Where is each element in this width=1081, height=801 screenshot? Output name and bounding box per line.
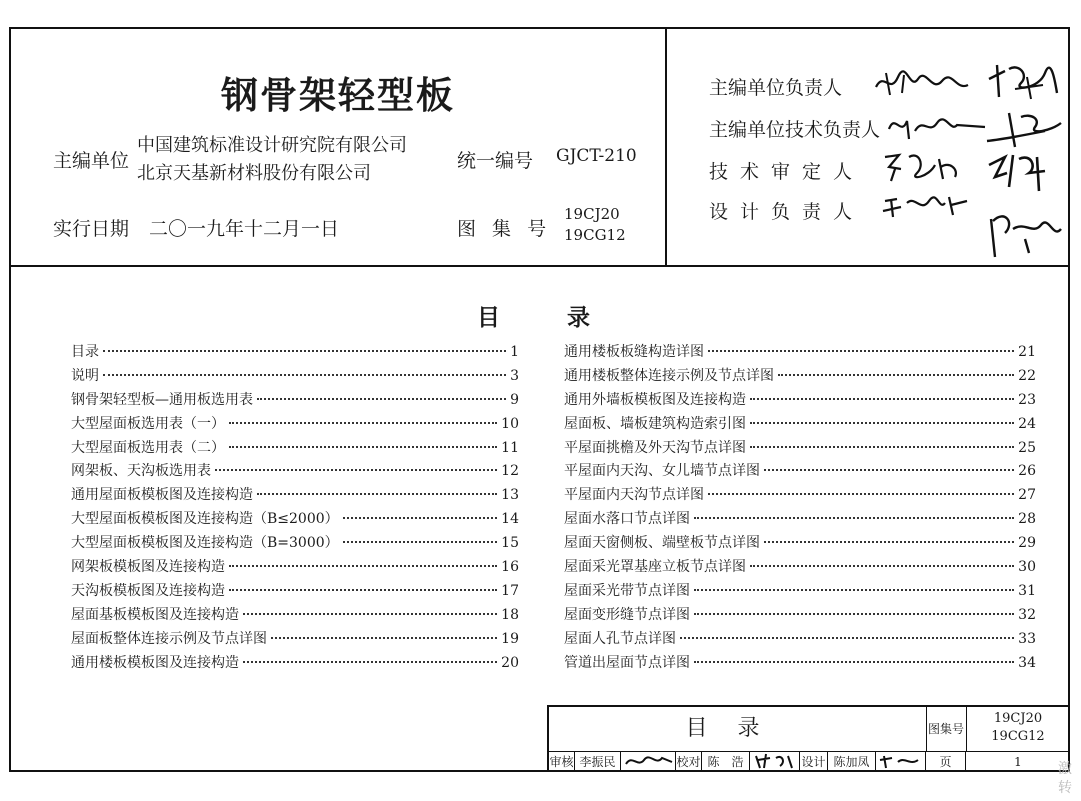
toc-item-page: 21: [1018, 344, 1036, 360]
signature: [752, 752, 798, 770]
toc-leader-dots: [764, 541, 1014, 543]
toc-leader-dots: [694, 517, 1014, 519]
toc-item: [564, 437, 1036, 461]
title-block: [547, 705, 1070, 772]
watermark-char: 转: [1058, 780, 1072, 796]
toc-item: [564, 484, 1036, 508]
toc-leader-dots: [750, 422, 1014, 424]
toc-leader-dots: [750, 565, 1014, 567]
toc-item: [564, 460, 1036, 484]
toc-item: [564, 508, 1036, 532]
signature: [885, 109, 995, 143]
toc-item-page: 30: [1018, 559, 1036, 576]
toc-item-title: 屋面采光罩基座立板节点详图: [564, 559, 746, 576]
check-name: 陈 浩: [702, 752, 750, 772]
toc-title: 目: [477, 305, 500, 331]
toc-item: [71, 389, 519, 413]
toc-leader-dots: [680, 637, 1014, 639]
toc-item-title: 通用楼板板缝构造详图: [564, 344, 704, 360]
toc-item: [564, 341, 1036, 365]
toc-leader-dots: [764, 469, 1014, 471]
editor-unit-line: 北京天基新材料股份有限公司: [137, 163, 371, 184]
toc-item: [71, 460, 519, 484]
toc-leader-dots: [215, 469, 497, 471]
toc-item-page: 32: [1018, 606, 1036, 623]
editor-unit-label: 主编单位: [53, 150, 130, 172]
toc-item-page: 18: [501, 606, 519, 623]
toc-item-title: 通用楼板整体连接示例及节点详图: [564, 367, 774, 384]
toc-item: [564, 413, 1036, 437]
toc-leader-dots: [778, 374, 1014, 376]
toc-item-title: 大型屋面板选用表（二）: [71, 439, 225, 456]
toc-item-title: 目录: [71, 344, 99, 360]
title-block-signoff-row: [549, 752, 1070, 772]
header-info: [11, 29, 667, 265]
toc-leader-dots: [694, 661, 1014, 663]
toc-leader-dots: [229, 565, 497, 567]
toc-item-title: 屋面板整体连接示例及节点详图: [71, 630, 267, 647]
toc-item: [564, 365, 1036, 389]
toc-item-page: 24: [1018, 415, 1036, 432]
effective-date: 二〇一九年十二月一日: [149, 218, 340, 240]
toc-item-title: 大型屋面板模板图及连接构造（B=3000）: [71, 535, 339, 552]
toc-item-title: 平屋面挑檐及外天沟节点详图: [564, 439, 746, 456]
toc-item-title: 天沟板模板图及连接构造: [71, 582, 225, 599]
toc-item: [564, 604, 1036, 628]
toc-item-title: 管道出屋面节点详图: [564, 654, 690, 671]
toc-item: [71, 413, 519, 437]
signature: [622, 752, 674, 770]
toc-item-page: 11: [501, 439, 519, 456]
toc-item-page: 34: [1018, 654, 1036, 671]
editor-unit-line: 中国建筑标准设计研究院有限公司: [137, 135, 407, 156]
toc-item-title: 钢骨架轻型板—通用板选用表: [71, 391, 253, 408]
toc-item-page: 33: [1018, 630, 1036, 647]
toc-item-page: 29: [1018, 535, 1036, 552]
unified-number-label: 统一编号: [457, 150, 534, 172]
toc-item-title: 大型屋面板选用表（一）: [71, 415, 225, 432]
design-signature: [876, 752, 926, 772]
atlas-number: 19CG12: [564, 226, 626, 244]
toc-leader-dots: [103, 374, 506, 376]
toc-item-page: 28: [1018, 511, 1036, 528]
toc-item-title: 屋面水落口节点详图: [564, 511, 690, 528]
toc-item-title: 通用外墙板模板图及连接构造: [564, 391, 746, 408]
toc-leader-dots: [343, 517, 498, 519]
toc-item: [71, 628, 519, 652]
toc-item-page: 12: [501, 463, 519, 480]
toc-right-column: [564, 341, 1036, 675]
toc-leader-dots: [343, 541, 498, 543]
atlas-number: 19CG12: [991, 729, 1045, 744]
toc-item-page: 3: [510, 367, 519, 384]
toc-item-page: 10: [501, 415, 519, 432]
toc-item-title: 屋面板、墙板建筑构造索引图: [564, 415, 746, 432]
toc-item-title: 平屋面内天沟节点详图: [564, 487, 704, 504]
signature: [985, 59, 1061, 103]
atlas-number-label: 图 集 号: [457, 218, 552, 240]
design-name: 陈加凤: [828, 752, 876, 772]
toc-item-page: 19: [501, 630, 519, 647]
signature: [985, 105, 1065, 153]
toc-item-page: 26: [1018, 463, 1036, 480]
drawing-frame: [9, 27, 1070, 772]
toc-title: 录: [567, 305, 590, 331]
toc-leader-dots: [103, 350, 506, 352]
toc-item: [564, 580, 1036, 604]
toc-item-page: 27: [1018, 487, 1036, 504]
signature: [985, 147, 1055, 193]
toc-item-page: 25: [1018, 439, 1036, 456]
toc-leader-dots: [271, 637, 497, 639]
signature: [985, 199, 1065, 261]
toc-item-title: 屋面人孔节点详图: [564, 630, 676, 647]
review-label: 审核: [549, 752, 575, 772]
toc-left-column: [71, 341, 519, 675]
responsibility-panel: [667, 29, 1068, 265]
toc-item-title: 屋面采光带节点详图: [564, 582, 690, 599]
toc-leader-dots: [708, 493, 1014, 495]
signature: [872, 65, 972, 101]
signature: [878, 752, 924, 770]
review-name: 李振民: [575, 752, 621, 772]
toc-leader-dots: [243, 661, 497, 663]
toc-item-page: 1: [510, 344, 519, 360]
design-leader-label: 设计负责人: [709, 201, 865, 223]
toc-item: [71, 508, 519, 532]
toc-item: [71, 365, 519, 389]
toc-item-title: 屋面基板模板图及连接构造: [71, 606, 239, 623]
toc-item-title: 屋面变形缝节点详图: [564, 606, 690, 623]
toc-item: [564, 652, 1036, 676]
toc-item: [71, 604, 519, 628]
watermark: [1058, 760, 1072, 798]
toc-leader-dots: [750, 398, 1014, 400]
toc-item-title: 大型屋面板模板图及连接构造（B≤2000）: [71, 511, 339, 528]
toc-item-title: 网架板模板图及连接构造: [71, 559, 225, 576]
toc-item-page: 20: [501, 654, 519, 671]
toc-item: [71, 580, 519, 604]
watermark-char: 激: [1058, 761, 1072, 777]
toc-item-page: 17: [501, 582, 519, 599]
title-block-atlas-label: 图集号: [926, 707, 967, 752]
page-label: 页: [926, 752, 966, 772]
toc-item-page: 9: [510, 391, 519, 408]
toc-item: [564, 532, 1036, 556]
toc-item: [564, 556, 1036, 580]
toc-leader-dots: [257, 398, 506, 400]
toc-leader-dots: [750, 446, 1014, 448]
title-block-atlas-value: [966, 707, 1070, 752]
toc-item-title: 通用楼板模板图及连接构造: [71, 654, 239, 671]
toc-leader-dots: [243, 613, 497, 615]
toc-item-title: 平屋面内天沟、女儿墙节点详图: [564, 463, 760, 480]
toc-item-title: 屋面天窗侧板、端壁板节点详图: [564, 535, 760, 552]
toc-leader-dots: [229, 422, 497, 424]
toc-item: [71, 652, 519, 676]
toc-leader-dots: [257, 493, 497, 495]
header-panel: [11, 29, 1068, 267]
toc-item: [71, 556, 519, 580]
toc-leader-dots: [229, 446, 497, 448]
toc-item-page: 23: [1018, 391, 1036, 408]
toc-leader-dots: [708, 350, 1014, 352]
toc-item-page: 22: [1018, 367, 1036, 384]
signature: [881, 147, 965, 185]
effective-date-label: 实行日期: [53, 218, 130, 240]
chief-unit-leader-label: 主编单位负责人: [709, 77, 843, 99]
design-label: 设计: [800, 752, 828, 772]
toc-leader-dots: [694, 589, 1014, 591]
book-title: 钢骨架轻型板: [221, 74, 455, 117]
toc-item-page: 13: [501, 487, 519, 504]
atlas-number: 19CJ20: [564, 205, 620, 223]
toc-item: [71, 341, 519, 365]
page-number: 1: [1014, 755, 1022, 769]
toc-item: [564, 389, 1036, 413]
review-signature: [621, 752, 676, 772]
toc-item: [71, 437, 519, 461]
toc-leader-dots: [694, 613, 1014, 615]
unified-number: GJCT-210: [556, 146, 637, 166]
toc-item-title: 通用屋面板模板图及连接构造: [71, 487, 253, 504]
atlas-number: 19CJ20: [993, 711, 1043, 726]
title-block-title: 目录: [549, 707, 927, 752]
tech-reviewer-label: 技术审定人: [709, 161, 865, 183]
toc-item-title: 说明: [71, 367, 99, 384]
check-signature: [750, 752, 800, 772]
toc-item: [71, 532, 519, 556]
toc-item-page: 15: [501, 535, 519, 552]
toc-item: [71, 484, 519, 508]
toc-leader-dots: [229, 589, 497, 591]
check-label: 校对: [676, 752, 702, 772]
toc-item-page: 31: [1018, 582, 1036, 599]
toc-item: [564, 628, 1036, 652]
chief-tech-leader-label: 主编单位技术负责人: [709, 119, 881, 141]
toc-item-page: 16: [501, 559, 519, 576]
signature: [881, 189, 971, 221]
toc-item-title: 网架板、天沟板选用表: [71, 463, 211, 480]
toc-item-page: 14: [501, 511, 519, 528]
